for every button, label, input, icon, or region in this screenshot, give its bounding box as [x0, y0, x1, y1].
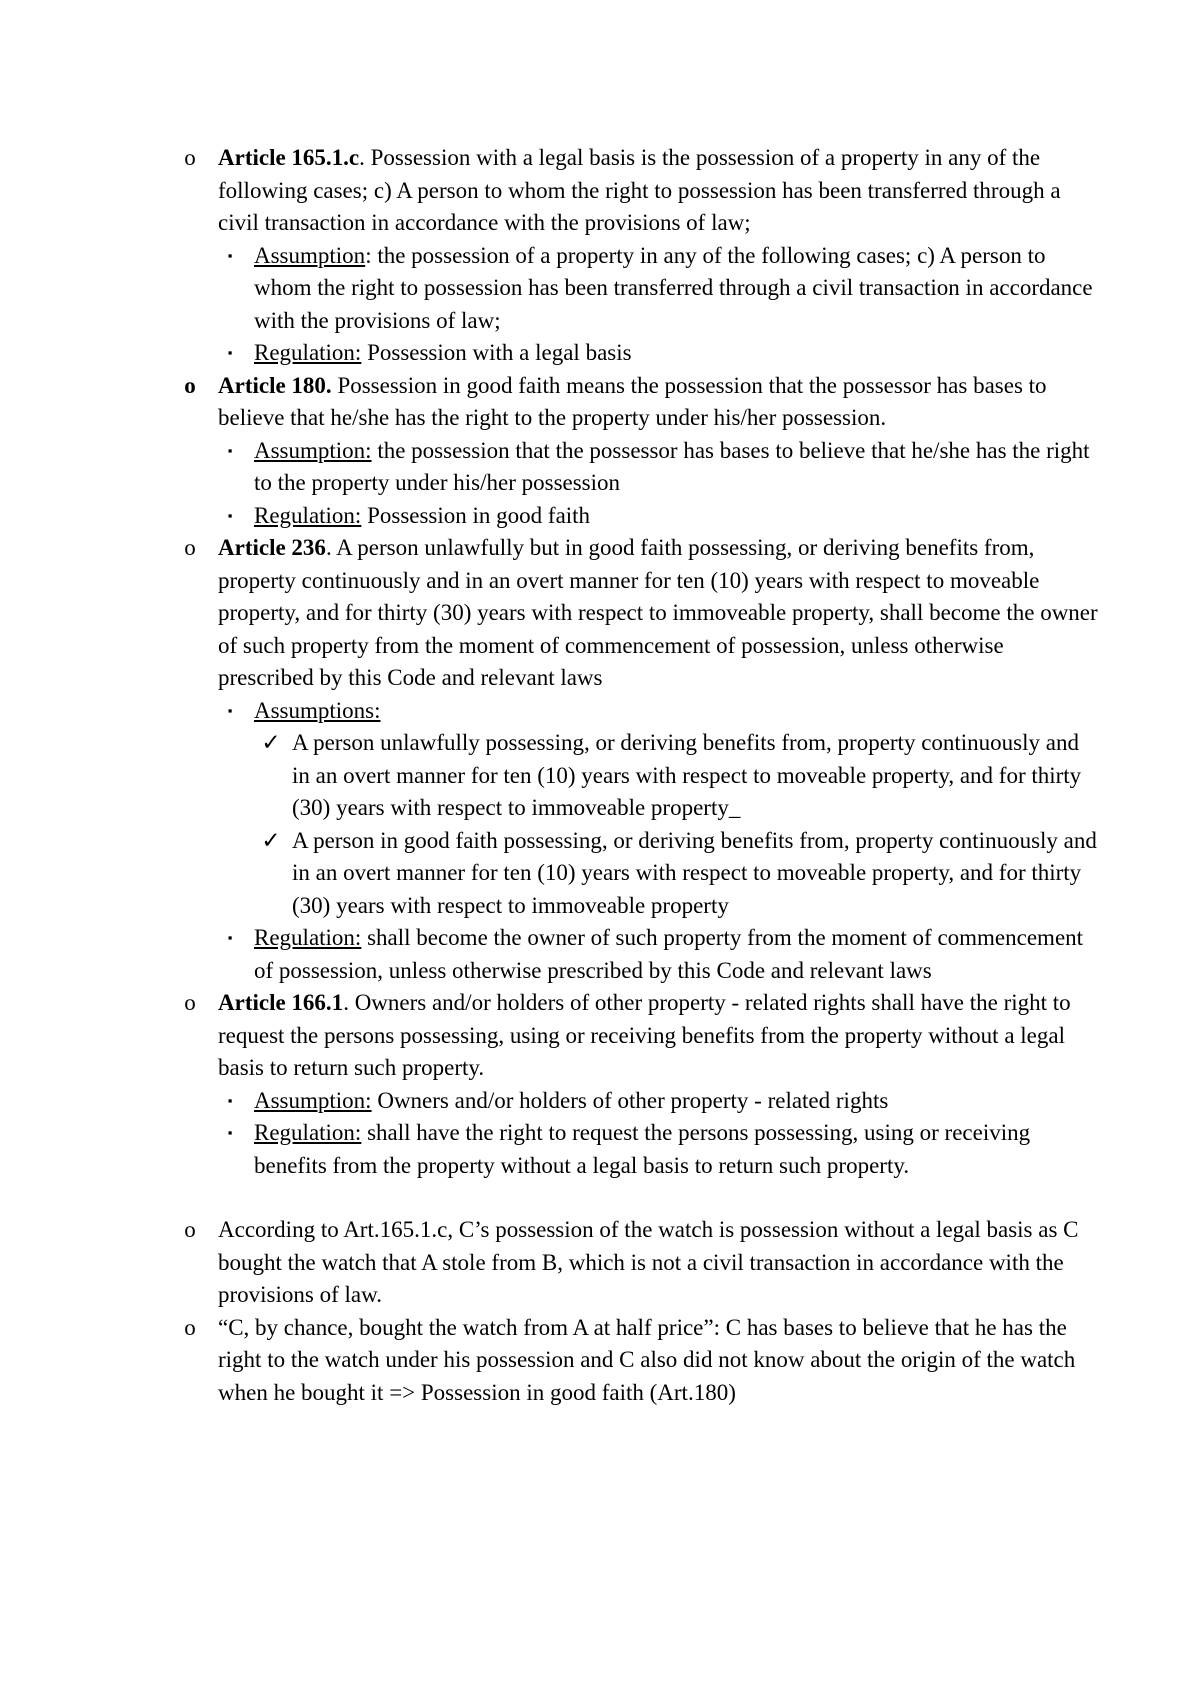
square-bullet-icon: ▪ [227, 930, 233, 945]
article-title: Article 236 [218, 535, 326, 560]
circle-bullet-icon: o [184, 1217, 196, 1242]
checkmark-icon: ✓ [261, 827, 281, 853]
circle-bullet-icon: o [184, 145, 196, 170]
assumption-text: Owners and/or holders of other property - related rights [371, 1087, 889, 1113]
regulation-text: shall become the owner of such property from the moment of commencement of possession, unless otherwise prescribed by this Code and relevant laws [254, 925, 1084, 983]
assumption-item [227, 240, 1100, 338]
assumptions-item [227, 695, 1100, 728]
regulation-label: Regulation: [254, 925, 362, 950]
regulation-item [227, 500, 1100, 533]
circle-bullet-icon: o [184, 535, 196, 560]
article-text: . Possession with a legal basis is the possession of a property in any of the following cases; c) A person to whom the right to possession has been transferred through a civil transaction in accordance with the provisions of law; [218, 145, 1061, 235]
regulation-item [227, 1117, 1100, 1182]
assumption-label: Assumption: [254, 1087, 372, 1113]
assumptions-label: Assumptions: [254, 697, 381, 723]
article-title: Article 166.1 [218, 990, 344, 1015]
regulation-text: Possession in good faith [361, 502, 591, 528]
circle-bullet-icon: o [184, 1314, 196, 1340]
analysis-text: According to Art.165.1.c, C’s possession of the watch is possession without a legal basis as C bought the watch that A stole from B, which is not a civil transaction in accordance with the provisions of law. [218, 1217, 1079, 1307]
article-text: . Owners and/or holders of other property - related rights shall have the right to request the persons possessing, using or receiving benefits from the property without a legal basis to return such property. [218, 990, 1071, 1080]
regulation-label: Regulation: [254, 340, 362, 365]
circle-bullet-icon: o [184, 990, 196, 1015]
regulation-text: shall have the right to request the persons possessing, using or receiving benefits from the property without a legal basis to return such property. [254, 1120, 1031, 1178]
assumption-item [227, 1085, 1100, 1118]
article-paragraph [218, 142, 1100, 240]
assumption-check-item [261, 825, 1100, 923]
assumption-label: Assumption: [254, 437, 372, 463]
article-166-1 [184, 987, 1100, 1182]
article-236 [184, 532, 1100, 987]
analysis-text: “C, by chance, bought the watch from A at half price”: C has bases to believe that he has the right to the watch under his possession and C also did not know about the origin of the watch when he bought it => Possession in good faith (Art.180) [218, 1314, 1076, 1405]
article-text: . A person unlawfully but in good faith possessing, or deriving benefits from, property continuously and in an overt manner for ten (10) years with respect to moveable property, and for thirty (30) years with respect to immoveable property, shall become the owner of such property from the moment of commencement of possession, unless otherwise prescribed by this Code and relevant laws [218, 535, 1098, 690]
square-bullet-icon: ▪ [227, 1092, 233, 1108]
article-165-1-c [184, 142, 1100, 370]
square-bullet-icon: ▪ [227, 702, 233, 718]
circle-bullet-icon: o [184, 372, 196, 398]
checkmark-icon: ✓ [261, 730, 281, 755]
square-bullet-icon: ▪ [227, 507, 233, 523]
analysis-item [184, 1312, 1100, 1410]
regulation-label: Regulation: [254, 502, 362, 528]
assumption-check-text: A person unlawfully possessing, or deriving benefits from, property continuously and in an overt manner for ten (10) years with respect to moveable property, and for thirty (30) years with respect to immoveable property_ [292, 730, 1082, 820]
regulation-text: Possession with a legal basis [361, 340, 632, 365]
assumption-check-item [261, 727, 1100, 825]
regulation-item [227, 337, 1100, 370]
square-bullet-icon: ▪ [227, 247, 233, 263]
assumption-text: : the possession of a property in any of the following cases; c) A person to whom the right to possession has been transferred through a civil transaction in accordance with the provisions of law; [254, 242, 1093, 333]
assumption-text: the possession that the possessor has bases to believe that he/she has the right to the property under his/her possession [254, 437, 1090, 495]
document-content [184, 142, 1100, 1409]
article-title: Article 165.1.c [218, 145, 360, 170]
paragraph-gap [218, 1182, 1100, 1214]
article-paragraph [218, 370, 1100, 435]
assumption-item [227, 435, 1100, 500]
article-180 [184, 370, 1100, 533]
article-text: Possession in good faith means the possession that the possessor has bases to believe that he/she has the right to the property under his/her possession. [218, 372, 1047, 430]
regulation-label: Regulation: [254, 1120, 362, 1145]
square-bullet-icon: ▪ [227, 1125, 233, 1140]
article-paragraph [218, 532, 1100, 695]
square-bullet-icon: ▪ [227, 345, 233, 360]
analysis-item [184, 1214, 1100, 1312]
article-paragraph [218, 987, 1100, 1085]
square-bullet-icon: ▪ [227, 442, 233, 458]
article-title: Article 180. [218, 372, 332, 398]
regulation-item [227, 922, 1100, 987]
assumption-check-text: A person in good faith possessing, or deriving benefits from, property continuously and in an overt manner for ten (10) years with respect to moveable property, and for thirty (30) years with respect to immoveable property [292, 827, 1097, 918]
assumption-label: Assumption [254, 242, 366, 268]
